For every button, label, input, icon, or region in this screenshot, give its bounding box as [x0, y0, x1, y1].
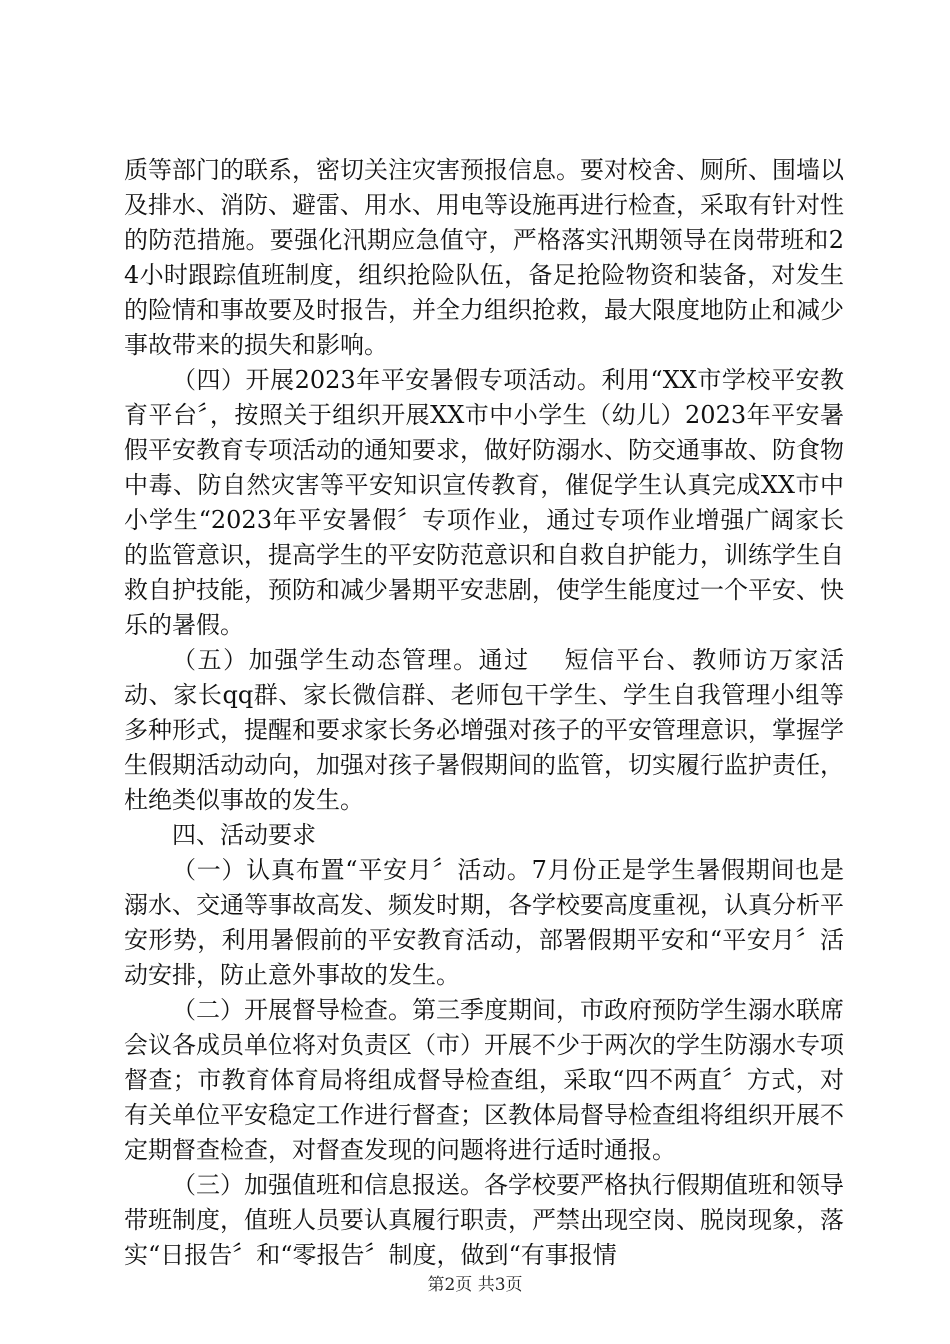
paragraph-continuation: 质等部门的联系，密切关注灾害预报信息。要对校舍、厕所、围墙以及排水、消防、避雷、用水、用电等设施再进行检查，采取有针对性的防范措施。要强化汛期应急值守，严格落实汛期领导在岗带班和24小时跟踪值班制度，组织抢险队伍，备足抢险物资和装备，对发生的险情和事故要及时报告，并全力组织抢救，最大限度地防止和减少事故带来的损失和影响。 [124, 156, 844, 359]
page-number-footer: 第2页 共3页 [427, 1275, 523, 1295]
paragraph-requirement-2: （二）开展督导检查。第三季度期间，市政府预防学生溺水联席会议各成员单位将对负责区（市）开展不少于两次的学生防溺水专项督查；市教育体育局将组成督导检查组，采取“四不两直〞方式，对有关单位平安稳定工作进行督查；区教体局督导检查组将组织开展不定期督查检查，对督查发现的问题将进行适时通报。 [124, 996, 844, 1164]
paragraph-requirement-3: （三）加强值班和信息报送。各学校要严格执行假期值班和领导带班制度，值班人员要认真履行职责，严禁出现空岗、脱岗现象，落实“日报告〞和“零报告〞制度，做到“有事报情 [124, 1171, 844, 1269]
document-body [124, 153, 844, 1273]
paragraph-requirement-1: （一）认真布置“平安月〞活动。7月份正是学生暑假期间也是溺水、交通等事故高发、频发时期，各学校要高度重视，认真分析平安形势，利用暑假前的平安教育活动，部署假期平安和“平安月〞活动安排，防止意外事故的发生。 [124, 856, 844, 989]
section-heading-activity-requirements: 四、活动要求 [172, 821, 316, 849]
paragraph-section-4: （四）开展2023年平安暑假专项活动。利用“XX市学校平安教育平台〞，按照关于组织开展XX市中小学生（幼儿）2023年平安暑假平安教育专项活动的通知要求，做好防溺水、防交通事故、防食物中毒、防自然灾害等平安知识宣传教育，催促学生认真完成XX市中小学生“2023年平安暑假〞专项作业，通过专项作业增强广阔家长的监管意识，提高学生的平安防范意识和自救自护能力，训练学生自救自护技能，预防和减少暑期平安悲剧，使学生能度过一个平安、快乐的暑假。 [124, 366, 844, 639]
paragraph-section-5: （五）加强学生动态管理。通过 短信平台、教师访万家活动、家长qq群、家长微信群、老师包干学生、学生自我管理小组等多种形式，提醒和要求家长务必增强对孩子的平安管理意识，掌握学生假期活动动向，加强对孩子暑假期间的监管，切实履行监护责任，杜绝类似事故的发生。 [124, 646, 844, 814]
